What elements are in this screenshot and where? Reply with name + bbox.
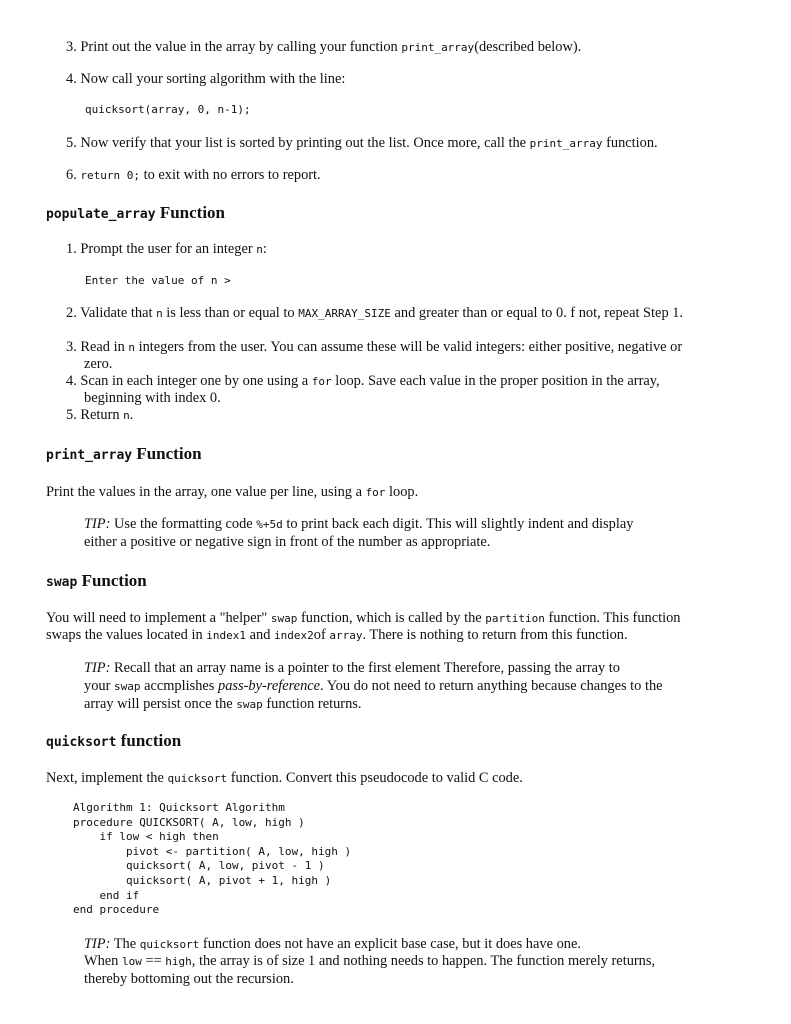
populate-step-1: 1. Prompt the user for an integer n: xyxy=(66,241,267,257)
swap-paragraph-line-1: You will need to implement a "helper" swap function, which is called by the partition function. This function xyxy=(46,610,681,626)
quicksort-tip-line-2: When low == high, the array is of size 1 and nothing needs to happen. The function merely returns, xyxy=(84,953,656,969)
print-array-heading: print_array Function xyxy=(46,444,202,463)
quicksort-pseudocode: Algorithm 1: Quicksort Algorithm procedure QUICKSORT( A, low, high ) if low < high then pivot <- partition( A, low, high ) quicksort( A, low, pivot - 1 ) quicksort( A, pivot + 1, high ) end if end procedure xyxy=(73,801,352,917)
populate-step-2: 2. Validate that n is less than or equal to MAX_ARRAY_SIZE and greater than or equal to 0. f not, repeat Step 1. xyxy=(66,305,684,321)
step-4-call-sort: 4. Now call your sorting algorithm with the line: xyxy=(66,71,346,87)
swap-paragraph-line-2: swaps the values located in index1 and index2of array. There is nothing to return from this function. xyxy=(46,627,628,643)
swap-tip: TIP: Recall that an array name is a pointer to the first element Therefore, passing the array to xyxy=(84,660,620,676)
quicksort-tip: TIP: The quicksort function does not have an explicit base case, but it does have one. xyxy=(84,936,581,952)
quicksort-heading: quicksort function xyxy=(46,731,182,750)
print-array-description: Print the values in the array, one value per line, using a for loop. xyxy=(46,484,419,500)
step-6-return: 6. return 0; to exit with no errors to report. xyxy=(66,167,321,183)
prompt-text: Enter the value of n > xyxy=(85,274,231,287)
populate-step-3: 3. Read in n integers from the user. You can assume these will be valid integers: either positive, negative or xyxy=(66,339,683,355)
populate-step-4-cont: beginning with index 0. xyxy=(84,390,221,406)
print-array-tip-cont: either a positive or negative sign in front of the number as appropriate. xyxy=(84,534,491,550)
populate-array-heading: populate_array Function xyxy=(46,203,226,222)
populate-step-5: 5. Return n. xyxy=(66,407,134,423)
swap-tip-line-3: array will persist once the swap function returns. xyxy=(84,696,362,712)
quicksort-tip-line-3: thereby bottoming out the recursion. xyxy=(84,971,294,987)
quicksort-call-code: quicksort(array, 0, n-1); xyxy=(85,103,251,116)
step-5-verify: 5. Now verify that your list is sorted by printing out the list. Once more, call the print_array function. xyxy=(66,135,658,151)
populate-step-4: 4. Scan in each integer one by one using a for loop. Save each value in the proper position in the array, xyxy=(66,373,660,389)
swap-tip-line-2: your swap accmplishes pass-by-reference. You do not need to return anything because changes to the xyxy=(84,678,663,694)
swap-heading: swap Function xyxy=(46,571,147,590)
step-3-print-array: 3. Print out the value in the array by calling your function print_array(described below). xyxy=(66,39,582,55)
quicksort-description: Next, implement the quicksort function. Convert this pseudocode to valid C code. xyxy=(46,770,523,786)
populate-step-3-cont: zero. xyxy=(84,356,113,372)
print-array-tip: TIP: Use the formatting code %+5d to print back each digit. This will slightly indent and display xyxy=(84,516,634,532)
